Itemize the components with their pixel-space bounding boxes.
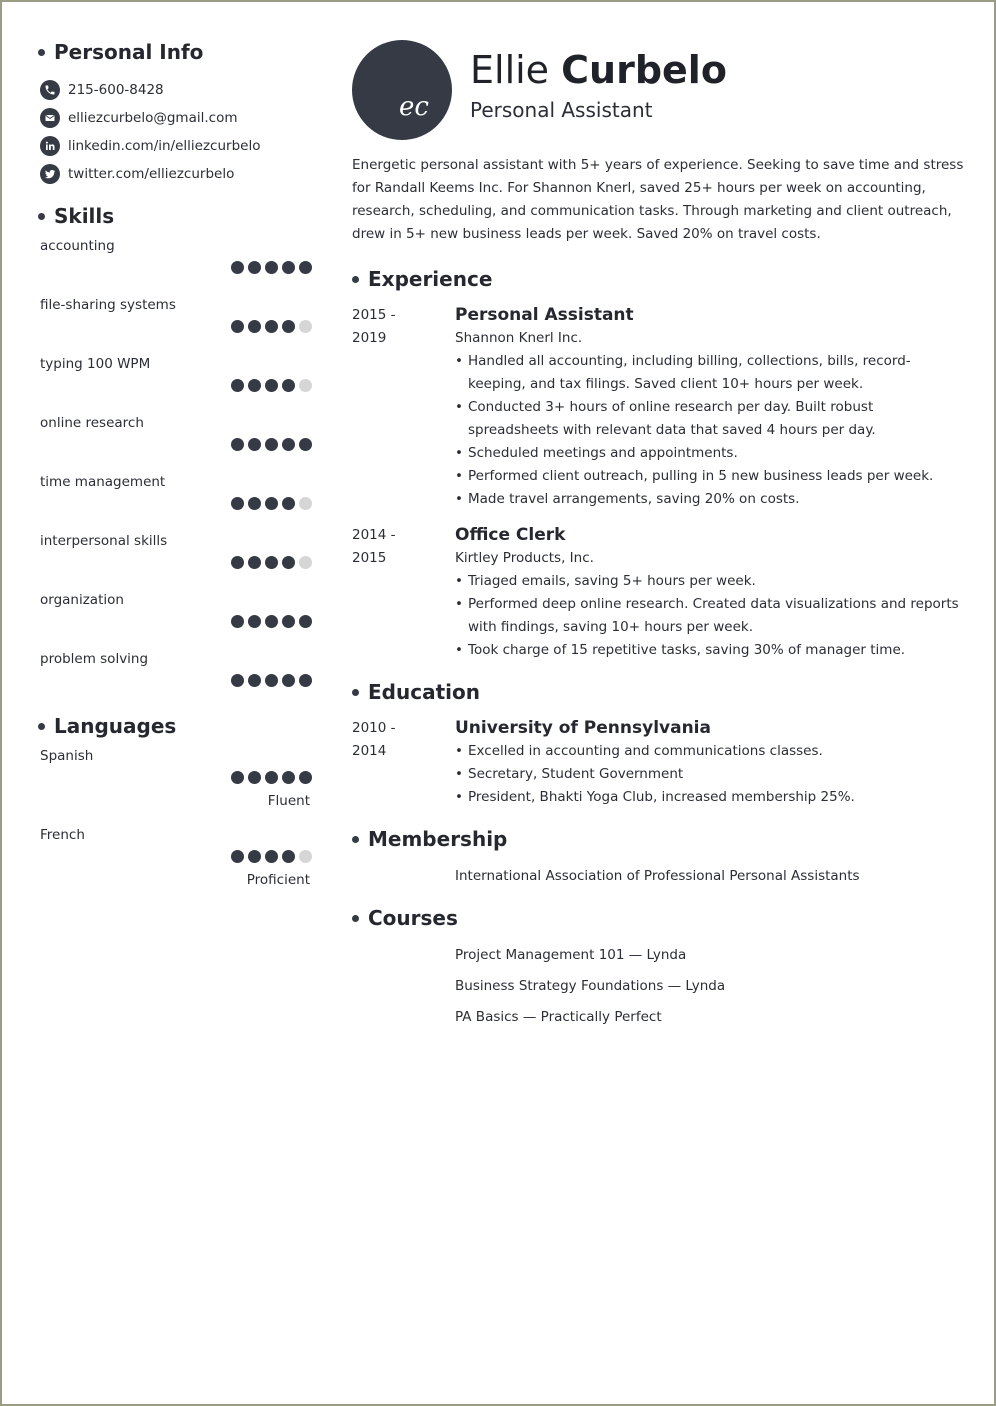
rating-dot-filled [282,674,295,687]
membership-heading [352,827,964,851]
rating-dot-filled [282,320,295,333]
language-name: Spanish [40,748,94,764]
skills-heading [38,204,312,228]
language-rating [227,850,312,863]
rating-dot-filled [231,438,244,451]
experience-heading-label: Experience [368,267,493,291]
heading-bullet [352,689,359,696]
rating-dot-filled [265,438,278,451]
rating-dot-filled [282,497,295,510]
rating-dot-filled [248,379,261,392]
language-rating [227,771,312,784]
rating-dot-filled [231,261,244,274]
bullet-item: • Made travel arrangements, saving 20% on costs. [455,488,964,511]
bullet-item: • Performed client outreach, pulling in 5 new business leads per week. [455,465,964,488]
entry-item [352,523,964,662]
bullet-item: • Took charge of 15 repetitive tasks, saving 30% of manager time. [455,639,964,662]
skill-item [38,228,312,287]
rating-dot-filled [231,771,244,784]
contact-list [38,76,312,188]
skill-item [38,405,312,464]
rating-dot-filled [231,615,244,628]
language-level: Fluent [267,793,310,809]
sidebar [38,40,312,896]
contact-phone-text: 215-600-8428 [68,82,164,98]
membership-list [352,865,964,888]
skill-name: interpersonal skills [40,533,168,549]
main-column [352,40,964,1029]
linkedin-icon [40,136,60,156]
entry-date [352,523,455,662]
contact-linkedin [38,132,312,160]
skills-heading-label: Skills [54,204,115,228]
name-block [470,40,727,122]
rating-dot-filled [248,674,261,687]
rating-dot-filled [299,615,312,628]
bullet-item: • President, Bhakti Yoga Club, increased membership 25%. [455,786,964,809]
date-end: 2015 [352,550,387,566]
languages-heading [38,714,312,738]
monogram-text: ec [399,92,429,122]
rating-dot-filled [265,771,278,784]
rating-dot-filled [248,261,261,274]
rating-dot-empty [299,320,312,333]
rating-dot-filled [231,320,244,333]
skills-list [38,228,312,700]
course-item: Project Management 101 — Lynda [455,947,687,963]
entry-body [455,523,964,662]
rating-dot-filled [248,556,261,569]
bullet-list [455,740,964,809]
rating-dot-filled [248,850,261,863]
rating-dot-filled [265,497,278,510]
rating-dot-filled [231,379,244,392]
education-heading [352,680,964,704]
membership-heading-label: Membership [368,827,508,851]
skill-rating [227,320,312,333]
entry-title: Office Clerk [455,525,566,545]
rating-dot-empty [299,497,312,510]
rating-dot-filled [282,438,295,451]
heading-bullet [38,723,45,730]
skill-item [38,641,312,700]
contact-phone [38,76,312,104]
skill-rating [227,379,312,392]
course-item: PA Basics — Practically Perfect [455,1009,662,1025]
contact-twitter-text: twitter.com/elliezcurbelo [68,166,235,182]
heading-bullet [352,915,359,922]
skill-name: online research [40,415,144,431]
rating-dot-filled [265,379,278,392]
rating-dot-filled [265,556,278,569]
bullet-item: • Scheduled meetings and appointments. [455,442,964,465]
heading-bullet [38,49,45,56]
bullet-item: • Handled all accounting, including billing, collections, bills, record-keeping, and tax filings. Saved client 10+ hours per week. [455,350,964,396]
entry-body [455,716,964,809]
language-name: French [40,827,85,843]
rating-dot-empty [299,850,312,863]
experience-list [352,303,964,662]
contact-linkedin-text: linkedin.com/in/elliezcurbelo [68,138,261,154]
date-end: 2019 [352,330,387,346]
skill-rating [227,261,312,274]
rating-dot-filled [282,771,295,784]
skill-rating [227,674,312,687]
skill-item [38,582,312,641]
skill-item [38,346,312,405]
rating-dot-filled [265,261,278,274]
rating-dot-filled [265,615,278,628]
languages-heading-label: Languages [54,714,177,738]
first-name: Ellie [470,48,550,92]
course-item: Business Strategy Foundations — Lynda [455,978,726,994]
bullet-item: • Secretary, Student Government [455,763,964,786]
skill-name: file-sharing systems [40,297,176,313]
membership-item: International Association of Professional Personal Assistants [455,868,860,884]
date-start: 2010 - [352,720,396,736]
heading-bullet [38,213,45,220]
entry-title: Personal Assistant [455,305,634,325]
entry-item [352,303,964,511]
rating-dot-filled [231,497,244,510]
rating-dot-filled [282,261,295,274]
courses-list [352,944,964,1029]
skill-name: typing 100 WPM [40,356,151,372]
bullet-item: • Performed deep online research. Created data visualizations and reports with findings, saving 10+ hours per week. [455,593,964,639]
contact-email-text: elliezcurbelo@gmail.com [68,110,238,126]
rating-dot-filled [248,438,261,451]
rating-dot-filled [248,615,261,628]
courses-heading [352,906,964,930]
rating-dot-empty [299,556,312,569]
entry-title: University of Pennsylvania [455,718,711,738]
rating-dot-filled [299,674,312,687]
skill-name: problem solving [40,651,149,667]
rating-dot-filled [265,320,278,333]
resume-header [352,40,964,140]
bullet-item: • Triaged emails, saving 5+ hours per week. [455,570,964,593]
heading-bullet [352,836,359,843]
rating-dot-filled [265,674,278,687]
job-title: Personal Assistant [470,98,653,122]
entry-organization: Kirtley Products, Inc. [455,550,594,566]
rating-dot-filled [282,850,295,863]
skill-item [38,464,312,523]
rating-dot-filled [299,438,312,451]
education-heading-label: Education [368,680,480,704]
rating-dot-filled [282,556,295,569]
skill-name: accounting [40,238,115,254]
rating-dot-filled [231,850,244,863]
rating-dot-empty [299,379,312,392]
contact-twitter [38,160,312,188]
phone-icon [40,80,60,100]
language-item [38,817,312,896]
entry-body [455,303,964,511]
skill-rating [227,615,312,628]
experience-heading [352,267,964,291]
monogram-badge [352,40,452,140]
rating-dot-filled [282,615,295,628]
twitter-icon [40,164,60,184]
entry-date [352,716,455,809]
skill-name: organization [40,592,124,608]
candidate-name [470,46,727,94]
contact-email [38,104,312,132]
rating-dot-filled [248,320,261,333]
skill-item [38,287,312,346]
date-start: 2014 - [352,527,396,543]
email-icon [40,108,60,128]
skill-rating [227,438,312,451]
rating-dot-filled [299,771,312,784]
last-name: Curbelo [561,48,727,92]
entry-organization: Shannon Knerl Inc. [455,330,583,346]
rating-dot-filled [248,771,261,784]
bullet-item: • Conducted 3+ hours of online research per day. Built robust spreadsheets with relevant data that saved 4 hours per day. [455,396,964,442]
date-start: 2015 - [352,307,396,323]
rating-dot-filled [231,674,244,687]
rating-dot-filled [265,850,278,863]
rating-dot-filled [282,379,295,392]
personal-info-heading [38,40,312,64]
summary-text: Energetic personal assistant with 5+ years of experience. Seeking to save time and stress for Randall Keems Inc. For Shannon Knerl, saved 25+ hours per week on accounting, research, scheduling, and communication tasks. Through marketing and client outreach, drew in 5+ new business leads per week. Saved 20% on travel costs. [352,157,964,242]
language-level: Proficient [246,872,310,888]
entry-date [352,303,455,511]
rating-dot-filled [231,556,244,569]
skill-rating [227,556,312,569]
bullet-list [455,570,964,662]
rating-dot-filled [299,261,312,274]
rating-dot-filled [248,497,261,510]
languages-list [38,738,312,896]
bullet-item: • Excelled in accounting and communications classes. [455,740,964,763]
language-item [38,738,312,817]
skill-item [38,523,312,582]
bullet-list [455,350,964,511]
heading-bullet [352,276,359,283]
date-end: 2014 [352,743,387,759]
skill-rating [227,497,312,510]
skill-name: time management [40,474,166,490]
education-list [352,716,964,809]
courses-heading-label: Courses [368,906,458,930]
personal-info-heading-label: Personal Info [54,40,204,64]
entry-item [352,716,964,809]
